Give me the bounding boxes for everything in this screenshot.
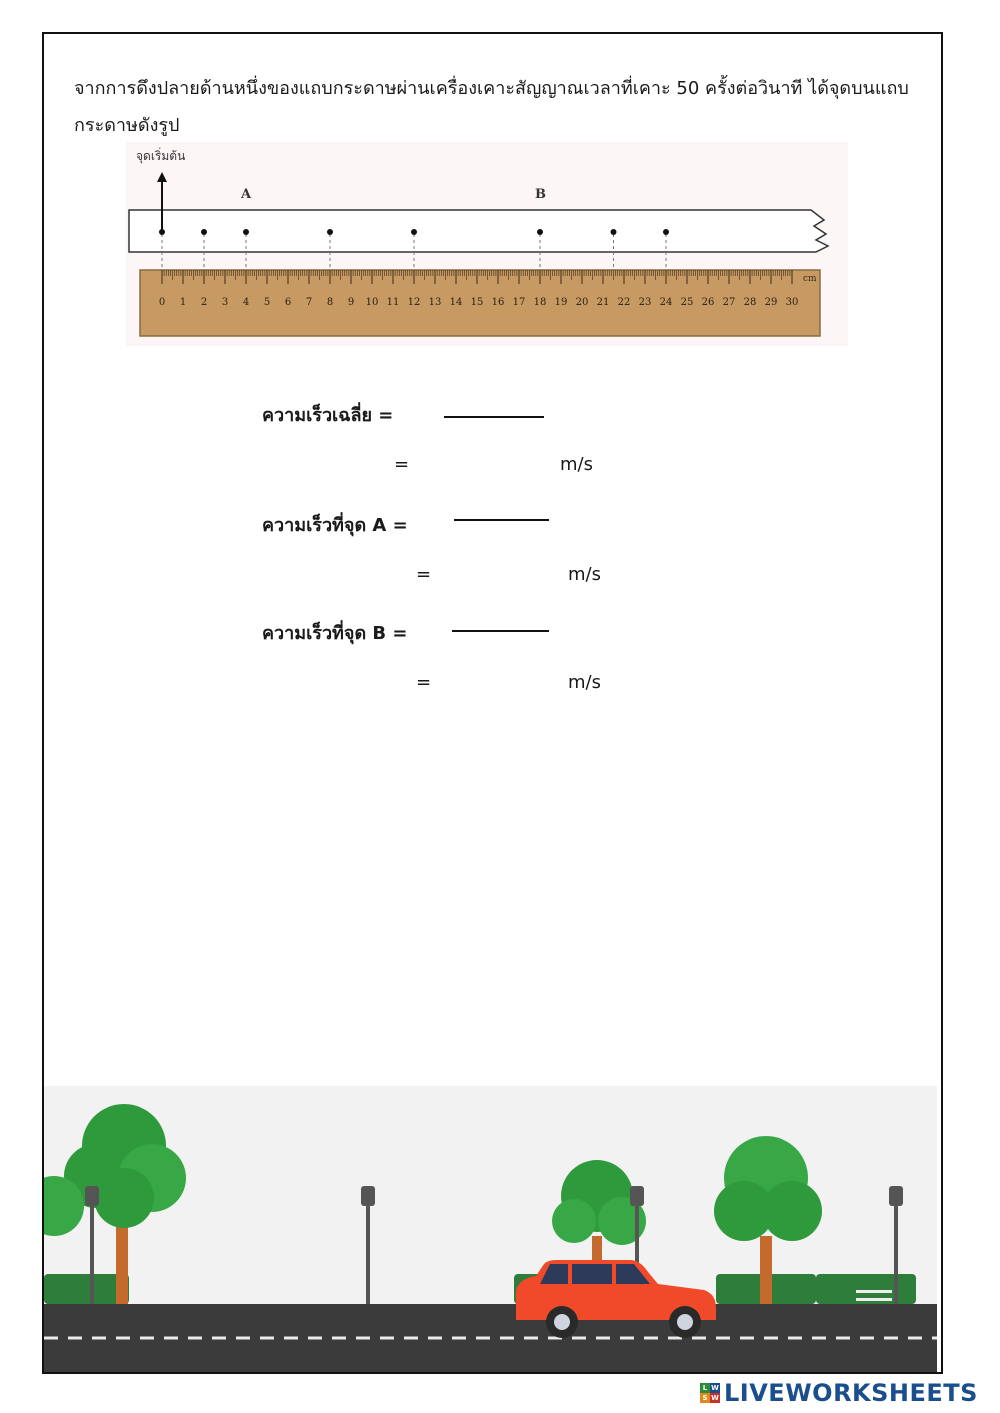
avg-unit: m/s bbox=[560, 454, 593, 475]
tape-dot bbox=[663, 229, 669, 235]
ruler-tick-label: 11 bbox=[386, 297, 400, 308]
ruler-tick-label: 19 bbox=[554, 297, 568, 308]
ruler-tick-label: 18 bbox=[533, 297, 547, 308]
ruler-tick-label: 8 bbox=[326, 297, 334, 308]
paper-tape bbox=[129, 210, 828, 252]
ruler-tick-label: 10 bbox=[365, 297, 379, 308]
a-equals: = bbox=[416, 564, 432, 585]
ruler-tick-label: 23 bbox=[638, 297, 652, 308]
brand-name: LIVEWORKSHEETS bbox=[724, 1379, 978, 1407]
tape-dot bbox=[611, 229, 617, 235]
street-illustration bbox=[44, 1086, 937, 1372]
ruler-tick-label: 7 bbox=[305, 297, 313, 308]
ruler-tick-label: 2 bbox=[200, 297, 208, 308]
ruler-tick-label: 6 bbox=[284, 297, 292, 308]
b-unit: m/s bbox=[568, 672, 601, 693]
start-arrow-head-icon bbox=[157, 172, 167, 182]
point-b-label: B bbox=[535, 187, 546, 202]
tape-dot bbox=[243, 229, 249, 235]
ruler-tick-label: 15 bbox=[470, 297, 484, 308]
tape-dot bbox=[411, 229, 417, 235]
tape-dot bbox=[159, 229, 165, 235]
velocity-a-label: ความเร็วที่จุด A = bbox=[262, 515, 408, 536]
a-unit: m/s bbox=[568, 564, 601, 585]
ruler-tick-label: 17 bbox=[512, 297, 526, 308]
liveworksheets-logo-icon: L W S W bbox=[700, 1383, 720, 1403]
ruler-tick-label: 9 bbox=[347, 297, 355, 308]
velocity-b-label: ความเร็วที่จุด B = bbox=[262, 623, 408, 644]
ruler-tick-label: 13 bbox=[428, 297, 442, 308]
avg-equals: = bbox=[394, 454, 410, 475]
b-equals: = bbox=[416, 672, 432, 693]
ruler-tick-label: 26 bbox=[701, 297, 715, 308]
ruler-tick-label: 16 bbox=[491, 297, 505, 308]
point-a-label: A bbox=[241, 187, 252, 202]
ticker-tape-diagram bbox=[126, 142, 848, 346]
ruler-tick-label: 1 bbox=[179, 297, 187, 308]
ruler-tick-label: 3 bbox=[221, 297, 229, 308]
ruler-tick-label: 27 bbox=[722, 297, 736, 308]
ruler-tick-label: 29 bbox=[764, 297, 778, 308]
ruler-tick-label: 28 bbox=[743, 297, 757, 308]
avg-velocity-label: ความเร็วเฉลี่ย = bbox=[262, 405, 394, 426]
ruler-tick-label: 5 bbox=[263, 297, 271, 308]
ruler-unit: cm bbox=[803, 274, 817, 284]
worksheet-frame bbox=[42, 32, 943, 1374]
street-scene bbox=[44, 1086, 937, 1372]
tape-dot bbox=[537, 229, 543, 235]
ruler-tick-label: 0 bbox=[158, 297, 166, 308]
ruler-tick-label: 24 bbox=[659, 297, 673, 308]
ruler-tick-label: 22 bbox=[617, 297, 631, 308]
a-fraction-line bbox=[454, 519, 549, 521]
b-fraction-line bbox=[452, 630, 549, 632]
ticker-tape-figure bbox=[126, 142, 848, 346]
start-label: จุดเริ่มต้น bbox=[136, 149, 186, 163]
liveworksheets-brand[interactable] bbox=[700, 1378, 978, 1408]
ruler-tick-label: 4 bbox=[242, 297, 250, 308]
ruler-tick-label: 14 bbox=[449, 297, 463, 308]
tape-dot bbox=[327, 229, 333, 235]
avg-fraction-line bbox=[444, 416, 544, 418]
ruler-tick-label: 21 bbox=[596, 297, 610, 308]
tape-dot bbox=[201, 229, 207, 235]
ruler-tick-label: 25 bbox=[680, 297, 694, 308]
ruler-tick-label: 30 bbox=[785, 297, 799, 308]
ruler-tick-label: 12 bbox=[407, 297, 421, 308]
ruler-tick-label: 20 bbox=[575, 297, 589, 308]
intro-text: จากการดึงปลายด้านหนึ่งของแถบกระดาษผ่านเครื่องเคาะสัญญาณเวลาที่เคาะ 50 ครั้งต่อวินาที ได้จุดบนแถบกระดาษดังรูป bbox=[74, 78, 909, 136]
